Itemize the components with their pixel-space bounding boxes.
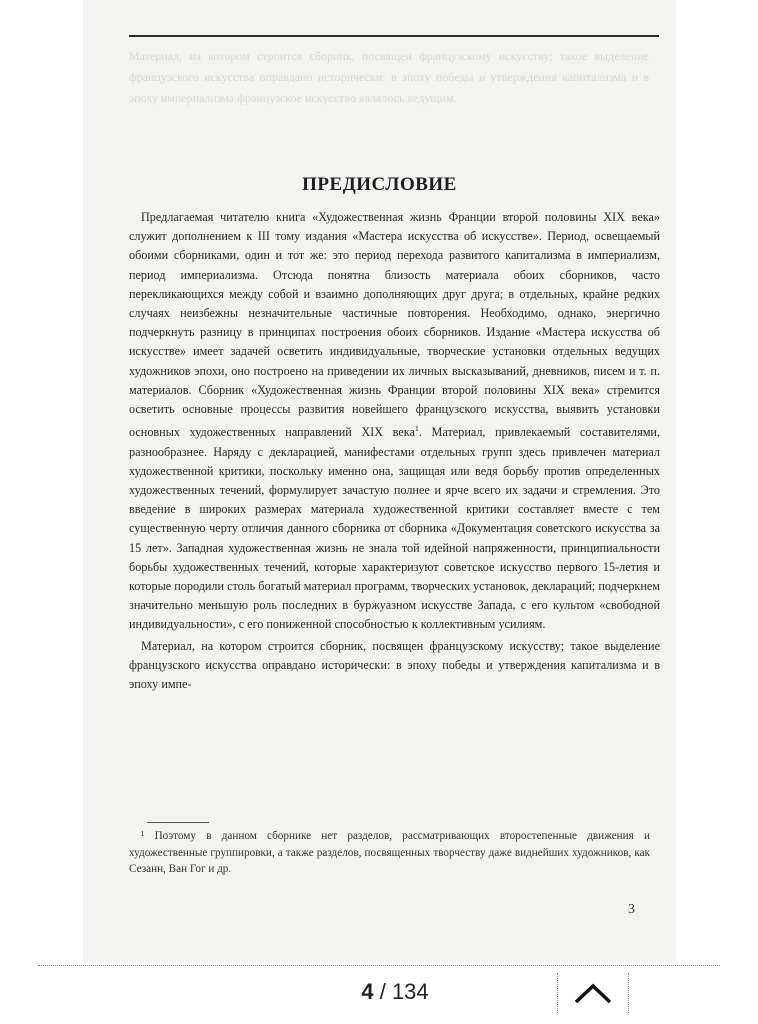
paragraph: Материал, на котором строится сборник, посвящен французскому искусству; такое выделение французского искусства оправдано исторически: в эпоху победы и утверждения капитализма и в эпоху импе-: [129, 638, 660, 691]
page-indicator: [330, 979, 460, 1005]
button-divider-left: [557, 973, 558, 1013]
footnote-marker: 1: [414, 424, 419, 434]
top-rule: [129, 35, 659, 37]
body-text: [129, 208, 660, 694]
chevron-up-icon: [573, 981, 613, 1005]
current-page: 4: [361, 979, 374, 1004]
scroll-to-top-button[interactable]: [559, 972, 627, 1014]
footnote-rule: [147, 822, 209, 823]
printed-page-number: 3: [628, 902, 635, 917]
viewer-divider: [38, 965, 720, 966]
page-separator: /: [373, 979, 392, 1004]
button-divider-right: [628, 973, 629, 1013]
footnote: ¹ Поэтому в данном сборнике нет разделов, рассматривающих второстепенные движения и художественные группировки, а также разделов, посвященных творчеству даже виднейших художников, как Сезанн, Ван Гог и др.: [129, 830, 650, 875]
paragraph-text-cont: . Материал, привлекаемый составителями, разнообразнее. Наряду с декларацией, манифестами отдельных групп здесь привлечен материал художественной критики, поскольку именно она, защищая или ведя борьбу против определенных художественных течений, формулирует зачастую полнее и ярче всего их задачи и стремления. Это введение в широких размерах материала художественной критики составляет вместе с тем существенную черту отличия данного сборника от сборника «Документация советского искусства за 15 лет». Западная художественная жизнь не знала той идейной напряженности, принципиальности борьбы художественных течений, которые характеризуют советское искусство первого 15-летия и которые породили столь богатый материал программ, творческих установок, деклараций; подчеркнем значительно меньшую роль последних в буржуазном искусстве Запада, с его культом «свободной индивидуальности», с его пониженной способностью к коллективным усилиям.: [129, 425, 661, 632]
paragraph-text: Предлагаемая читателю книга «Художественная жизнь Франции второй половины XIX века» служит дополнением к III тому издания «Мастера искусства об искусстве». Период, освещаемый обоими сборниками, один и тот же: это период перехода развитого капитализма в империализм, период империализма. Отсюда понятна близость материала обоих сборников, часто перекликающихся между собой и взаимно дополняющих друг друга; в отдельных, крайне редких случаях неизбежны незначительные частичные повторения. Необходимо, однако, энергично подчеркнуть разницу в принципах построения обоих сборников. Издание «Мастера искусства об искусстве» имеет задачей осветить индивидуальные, творческие установки отдельных ведущих художников эпохи, оно построено на приведении их личных высказываний, дневников, писем и т. п. материалов. Сборник «Художественная жизнь Франции второй половины XIX века» стремится осветить основные процессы развития новейшего французского искусства, выявить установки основных художественных направлений XIX века: [129, 210, 660, 440]
scanned-page: [83, 0, 676, 962]
bleed-through-text: Материал, на котором строится сборник, посвящен французскому искусству; такое выделение французского искусства оправдано исторически: в эпоху победы и утверждения капитализма и в эпоху империализма французское искусство являлось ведущим.: [129, 49, 649, 105]
paragraph: [129, 208, 660, 635]
total-pages: 134: [391, 979, 429, 1004]
page-heading: ПРЕДИСЛОВИЕ: [302, 174, 457, 195]
